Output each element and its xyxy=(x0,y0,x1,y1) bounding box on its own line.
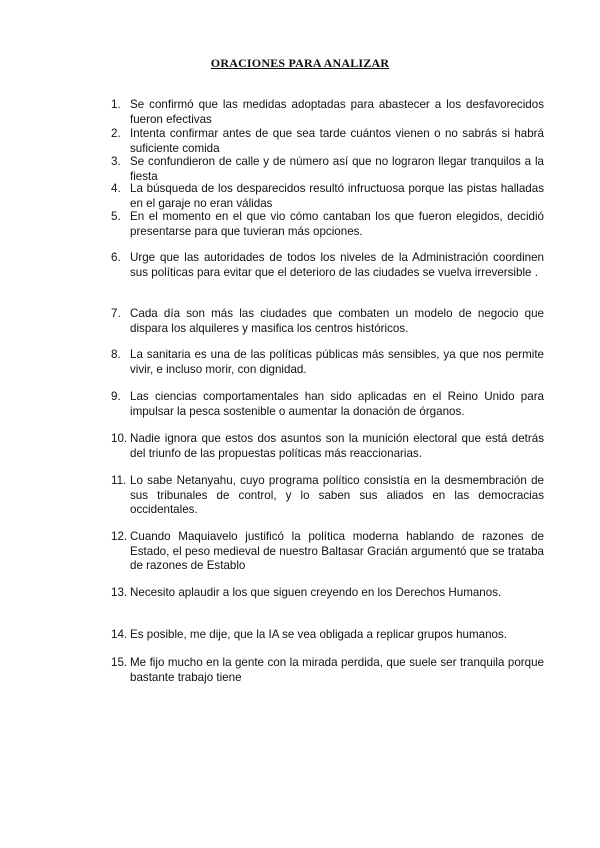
list-item xyxy=(111,390,544,419)
list-item xyxy=(111,656,544,685)
list-item xyxy=(111,182,544,211)
item-number: 9. xyxy=(111,390,121,403)
list-item xyxy=(111,348,544,377)
item-number: 7. xyxy=(111,307,121,320)
item-number: 4. xyxy=(111,182,121,195)
item-number: 12. xyxy=(111,530,128,543)
item-text: En el momento en el que vio cómo cantaban los que fueron elegidos, decidió presentarse para que tuvieran más opciones. xyxy=(130,210,544,238)
item-number: 2. xyxy=(111,127,121,140)
list-item xyxy=(111,210,544,239)
item-text: La búsqueda de los desparecidos resultó infructuosa porque las pistas halladas en el garaje no eran válidas xyxy=(130,182,544,210)
item-text: Las ciencias comportamentales han sido aplicadas en el Reino Unido para impulsar la pesca sostenible o aumentar la donación de órganos. xyxy=(130,390,544,418)
item-text: Urge que las autoridades de todos los niveles de la Administración coordinen sus políticas para evitar que el deterioro de las ciudades se vuelva irreversible . xyxy=(130,251,544,279)
document-title: ORACIONES PARA ANALIZAR xyxy=(210,56,390,70)
item-text: Se confirmó que las medidas adoptadas para abastecer a los desfavorecidos fueron efectivas xyxy=(130,98,544,126)
list-item xyxy=(111,628,544,643)
item-text: Cuando Maquiavelo justificó la política moderna hablando de razones de Estado, el peso medieval de nuestro Baltasar Gracián argumentó que se trataba de razones de Establo xyxy=(130,530,544,573)
list-item xyxy=(111,474,544,518)
item-text: Cada día son más las ciudades que combaten un modelo de negocio que dispara los alquileres y masifica los centros históricos. xyxy=(130,307,544,335)
list-item xyxy=(111,307,544,336)
item-text: Necesito aplaudir a los que siguen creyendo en los Derechos Humanos. xyxy=(130,586,502,599)
list-item xyxy=(111,251,544,280)
list-item xyxy=(111,432,544,461)
list-item xyxy=(111,98,544,127)
list-item xyxy=(111,155,544,184)
item-text: Me fijo mucho en la gente con la mirada perdida, que suele ser tranquila porque bastante trabajo tiene xyxy=(130,656,544,684)
item-text: Intenta confirmar antes de que sea tarde cuántos vienen o no sabrás si habrá suficiente comida xyxy=(130,127,544,155)
item-text: La sanitaria es una de las políticas públicas más sensibles, ya que nos permite vivir, e incluso morir, con dignidad. xyxy=(130,348,544,376)
item-number: 13. xyxy=(111,586,128,599)
item-number: 10. xyxy=(111,432,128,445)
item-number: 6. xyxy=(111,251,121,264)
list-item xyxy=(111,586,544,601)
item-text: Lo sabe Netanyahu, cuyo programa político consistía en la desmembración de sus tribunales de control, y lo saben sus aliados en las democracias occidentales. xyxy=(130,474,544,517)
item-text: Es posible, me dije, que la IA se vea obligada a replicar grupos humanos. xyxy=(130,628,508,641)
item-number: 3. xyxy=(111,155,121,168)
item-number: 1. xyxy=(111,98,121,111)
item-number: 5. xyxy=(111,210,121,223)
list-item xyxy=(111,127,544,156)
item-number: 14. xyxy=(111,628,128,641)
item-number: 15. xyxy=(111,656,128,669)
item-text: Se confundieron de calle y de número así que no lograron llegar tranquilos a la fiesta xyxy=(130,155,544,183)
item-text: Nadie ignora que estos dos asuntos son la munición electoral que está detrás del triunfo de las propuestas políticas más reaccionarias. xyxy=(130,432,544,460)
item-number: 11. xyxy=(111,474,127,487)
item-number: 8. xyxy=(111,348,121,361)
list-item xyxy=(111,530,544,574)
